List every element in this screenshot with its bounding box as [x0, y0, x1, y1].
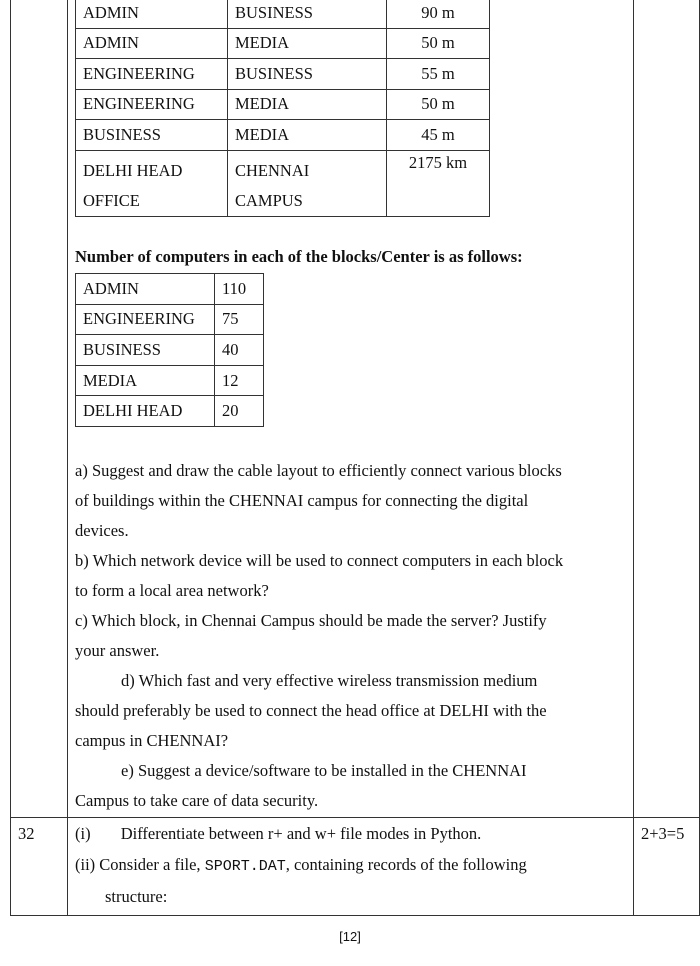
table-row	[76, 365, 264, 396]
question-c-line: your answer.	[75, 641, 160, 660]
question-number: 32	[18, 824, 35, 843]
table-cell-count: 40	[215, 335, 264, 366]
question-b-line: b) Which network device will be used to connect computers in each block	[75, 551, 564, 570]
table-cell-to: MEDIA	[228, 28, 387, 59]
q32-part-ii	[75, 855, 527, 875]
table-cell-to	[228, 150, 387, 216]
table-cell-block: ENGINEERING	[76, 304, 215, 335]
marks: 2+3=5	[641, 824, 685, 843]
table-cell-block: MEDIA	[76, 365, 215, 396]
q32-part-i	[75, 824, 481, 844]
table-cell-block: BUSINESS	[76, 335, 215, 366]
table-cell-to: BUSINESS	[228, 59, 387, 90]
table-row	[76, 28, 490, 59]
question-a-line: of buildings within the CHENNAI campus for connecting the digital	[75, 491, 529, 510]
table-cell-count: 20	[215, 396, 264, 427]
table-cell-count: 12	[215, 365, 264, 396]
table-cell-from: ADMIN	[76, 28, 228, 59]
table-row	[76, 59, 490, 90]
cell-line: OFFICE	[83, 190, 140, 210]
question-e-line: e) Suggest a device/software to be installed in the CHENNAI	[121, 761, 527, 780]
question-d-line: campus in CHENNAI?	[75, 731, 229, 750]
frame-line-left	[10, 0, 11, 915]
part-i-label: (i)	[75, 824, 91, 843]
cell-line: DELHI HEAD	[83, 160, 183, 180]
table-cell-from: ENGINEERING	[76, 89, 228, 120]
table-row	[76, 120, 490, 151]
question-b-line: to form a local area network?	[75, 581, 269, 600]
frame-line-marks-col	[633, 0, 634, 915]
question-block	[75, 456, 563, 816]
table-cell-from: BUSINESS	[76, 120, 228, 151]
table-cell-block: ADMIN	[76, 274, 215, 305]
table-cell-count: 110	[215, 274, 264, 305]
frame-line-bottom	[10, 915, 700, 916]
frame-line-question-col	[67, 0, 68, 915]
question-d-line: d) Which fast and very effective wireless transmission medium	[121, 671, 538, 690]
table-cell-distance: 90 m	[387, 0, 490, 28]
question-d-line: should preferably be used to connect the head office at DELHI with the	[75, 701, 547, 720]
distance-table	[75, 0, 490, 217]
table-cell-distance: 55 m	[387, 59, 490, 90]
part-ii-text-before: Consider a file,	[99, 855, 201, 874]
part-i-text: Differentiate between r+ and w+ file modes in Python.	[120, 824, 482, 843]
table-cell-count: 75	[215, 304, 264, 335]
part-ii-text-after: , containing records of the following	[285, 855, 527, 874]
table-cell-to: BUSINESS	[228, 0, 387, 28]
table-row	[76, 89, 490, 120]
table-row	[76, 274, 264, 305]
table-cell-from: ENGINEERING	[76, 59, 228, 90]
question-a-line: a) Suggest and draw the cable layout to efficiently connect various blocks	[75, 461, 562, 480]
table-cell-distance: 2175 km	[387, 150, 490, 216]
table-cell-block: DELHI HEAD	[76, 396, 215, 427]
table-row	[76, 0, 490, 28]
table-cell-distance: 50 m	[387, 28, 490, 59]
q32-part-ii-line2: structure:	[105, 887, 168, 906]
question-a-line: devices.	[75, 521, 129, 540]
table-row	[76, 396, 264, 427]
part-ii-label: (ii)	[75, 855, 96, 874]
table-cell-distance: 50 m	[387, 89, 490, 120]
question-c-line: c) Which block, in Chennai Campus should be made the server? Justify	[75, 611, 547, 630]
page-number: [12]	[339, 929, 361, 944]
cell-line: CAMPUS	[235, 190, 303, 210]
question-e-line: Campus to take care of data security.	[75, 791, 319, 810]
part-ii-text	[99, 855, 526, 874]
cell-line: CHENNAI	[235, 160, 310, 180]
table-row	[76, 150, 490, 216]
row-divider-q32	[10, 817, 700, 818]
table-cell-to: MEDIA	[228, 89, 387, 120]
filename: SPORT.DAT	[204, 858, 286, 875]
table-cell-distance: 45 m	[387, 120, 490, 151]
computers-table	[75, 273, 264, 427]
table-cell-from	[76, 150, 228, 216]
table-row	[76, 304, 264, 335]
computers-heading: Number of computers in each of the blocks/Center is as follows:	[75, 247, 523, 266]
table-cell-from: ADMIN	[76, 0, 228, 28]
table-cell-to: MEDIA	[228, 120, 387, 151]
table-row	[76, 335, 264, 366]
